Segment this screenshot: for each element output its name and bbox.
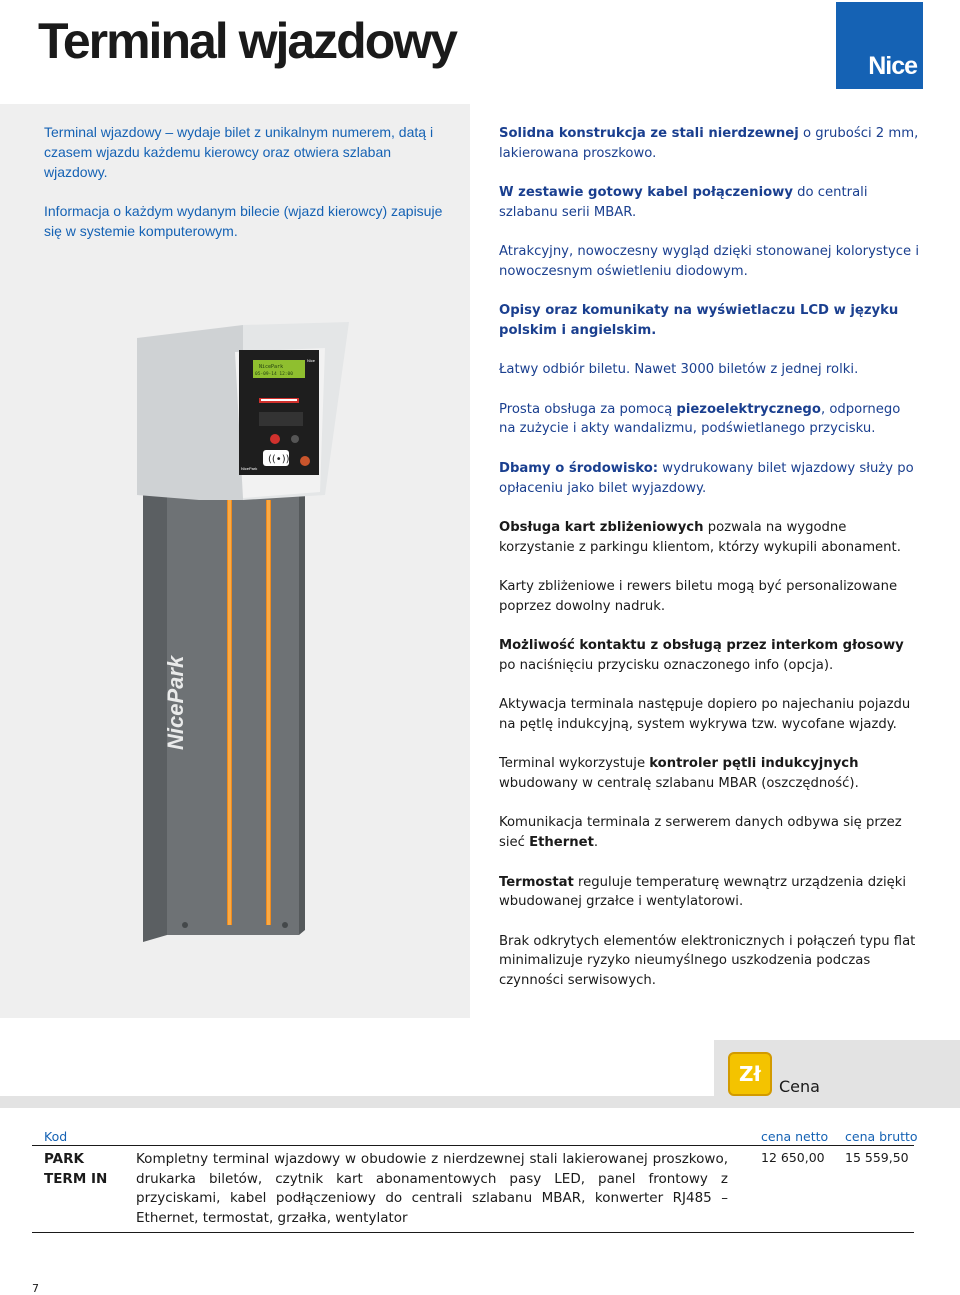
- feature-text: Terminal wykorzystuje: [499, 756, 650, 772]
- keypad: [259, 412, 303, 426]
- feature-item: [499, 124, 919, 163]
- panel-logo: Nice: [307, 358, 316, 363]
- feature-list: [499, 124, 919, 1010]
- currency-icon: Zł: [728, 1052, 772, 1096]
- feature-item: [499, 813, 919, 852]
- terminal-illustration: [135, 320, 355, 960]
- feature-text: Prosta obsługa za pomocą: [499, 401, 677, 417]
- feature-item: [499, 695, 919, 734]
- feature-bold-text: Dbamy o środowisko:: [499, 460, 659, 476]
- feature-item: [499, 518, 919, 557]
- feature-text: o grubości 2 mm, lakierowana proszkowo.: [499, 126, 919, 161]
- feature-text: Brak odkrytych elementów elektronicznych i połączeń typu flat minimalizuje ryzyko nieumyślnego uszkodzenia podczas czynności serwisowych.: [499, 933, 916, 989]
- housing-side: [137, 325, 243, 500]
- feature-bold-text: piezoelektrycznego: [676, 401, 821, 417]
- price-label: Cena: [779, 1077, 820, 1096]
- post-brand-text: NicePark: [163, 655, 188, 750]
- feature-item: [499, 754, 919, 793]
- bolt: [282, 922, 288, 928]
- intro-bold: Terminal wjazdowy: [44, 124, 162, 140]
- feature-item: [499, 400, 919, 439]
- page-title: Terminal wjazdowy: [38, 13, 456, 69]
- feature-bold-text: Ethernet: [529, 835, 594, 851]
- svg-text:((•)): ((•)): [268, 454, 290, 465]
- page-number: 7: [32, 1282, 39, 1295]
- feature-text: Karty zbliżeniowe i rewers biletu mogą być personalizowane poprzez dowolny nadruk.: [499, 579, 898, 614]
- product-description: Kompletny terminal wjazdowy w obudowie z nierdzewnej stali lakierowanej proszkowo, drukarka biletów, czytnik kart abonamentowych pasy LED, panel frontowy z przyciskami, kabel podłączeniowy do centrali szlabanu MBAR, konwerter RJ485 – Ethernet, termostat, grzałka, wentylator: [136, 1151, 728, 1227]
- feature-item: [499, 183, 919, 222]
- feature-bold-text: kontroler pętli indukcyjnych: [649, 756, 859, 772]
- feature-bold-text: W zestawie gotowy kabel połączeniowy: [499, 185, 793, 201]
- info-button-icon: [291, 435, 299, 443]
- feature-bold-text: Obsługa kart zbliżeniowych: [499, 519, 704, 535]
- intro-block: [44, 122, 444, 260]
- feature-text: .: [593, 835, 599, 851]
- feature-text: do centrali szlabanu serii MBAR.: [499, 185, 868, 220]
- brand-text: Nice: [868, 52, 917, 80]
- feature-text: po naciśnięciu przycisku oznaczonego info (opcja).: [499, 657, 834, 673]
- feature-text: Łatwy odbiór biletu. Nawet 3000 biletów z jednej rolki.: [499, 362, 859, 378]
- feature-text: pozwala na wygodne korzystanie z parkingu klientom, którzy wykupili abonament.: [499, 519, 901, 555]
- button-icon: [270, 434, 280, 444]
- table-rule-bottom: [32, 1232, 914, 1233]
- feature-text: Atrakcyjny, nowoczesny wygląd dzięki stonowanej kolorystyce i nowoczesnym oświetleniu diodowym.: [499, 244, 919, 279]
- feature-text: wydrukowany bilet wjazdowy służy po opłaceniu jako bilet wyjazdowy.: [499, 460, 914, 496]
- feature-item: [499, 636, 919, 675]
- feature-item: [499, 360, 919, 380]
- product-code-line-2: TERM IN: [44, 1170, 108, 1187]
- intro-paragraph-2: Informacja o każdym wydanym bilecie (wjazd kierowcy) zapisuje się w systemie komputerowym.: [44, 203, 443, 239]
- net-price: 12 650,00: [761, 1150, 825, 1165]
- feature-item: [499, 932, 919, 991]
- lcd-line-2: 05-09-14 12:00: [255, 372, 293, 377]
- intro-paragraph-1: [44, 122, 444, 182]
- feature-text: Aktywacja terminala następuje dopiero po najechaniu pojazdu na pętlę indukcyjną, system wykrywa tzw. wycofane wjazdy.: [499, 697, 911, 732]
- header-gross-price: cena brutto: [845, 1129, 918, 1144]
- feature-item: [499, 242, 919, 281]
- intro-rest: – wydaje bilet z unikalnym numerem, datą i czasem wjazdu każdemu kierowcy oraz otwiera szlaban wjazdowy.: [44, 124, 434, 180]
- product-code-line-1: PARK: [44, 1151, 84, 1167]
- header-net-price: cena netto: [761, 1129, 829, 1144]
- panel-brand-text: NicePark: [241, 466, 258, 471]
- feature-bold-text: Termostat: [499, 874, 574, 890]
- feature-bold-text: Opisy oraz komunikaty na wyświetlaczu LCD w języku polskim i angielskim.: [499, 303, 899, 338]
- nice-logo: [836, 2, 923, 89]
- feature-text: , odpornego na zużycie i akty wandalizmu, podświetlanego przycisku.: [499, 401, 901, 437]
- feature-item: [499, 459, 919, 498]
- feature-text: Komunikacja terminala z serwerem danych odbywa się przez sieć: [499, 815, 902, 851]
- feature-item: [499, 301, 919, 340]
- header-code: Kod: [44, 1129, 68, 1144]
- table-rule-top: [32, 1145, 914, 1146]
- feature-item: [499, 873, 919, 912]
- feature-text: reguluje temperaturę wewnątrz urządzenia dzięki wbudowanej grzałce i wentylatorowi.: [499, 874, 907, 910]
- gross-price: 15 559,50: [845, 1150, 909, 1165]
- product-code: [44, 1150, 107, 1189]
- feature-bold-text: Solidna konstrukcja ze stali nierdzewnej: [499, 126, 799, 141]
- lcd-line-1: NicePark: [259, 364, 284, 370]
- feature-bold-text: Możliwość kontaktu z obsługą przez interkom głosowy: [499, 638, 904, 654]
- post-right: [299, 488, 305, 935]
- bolt: [182, 922, 188, 928]
- sticker-icon: [300, 456, 310, 466]
- feature-item: [499, 577, 919, 616]
- feature-text: wbudowany w centralę szlabanu MBAR (oszczędność).: [499, 776, 859, 792]
